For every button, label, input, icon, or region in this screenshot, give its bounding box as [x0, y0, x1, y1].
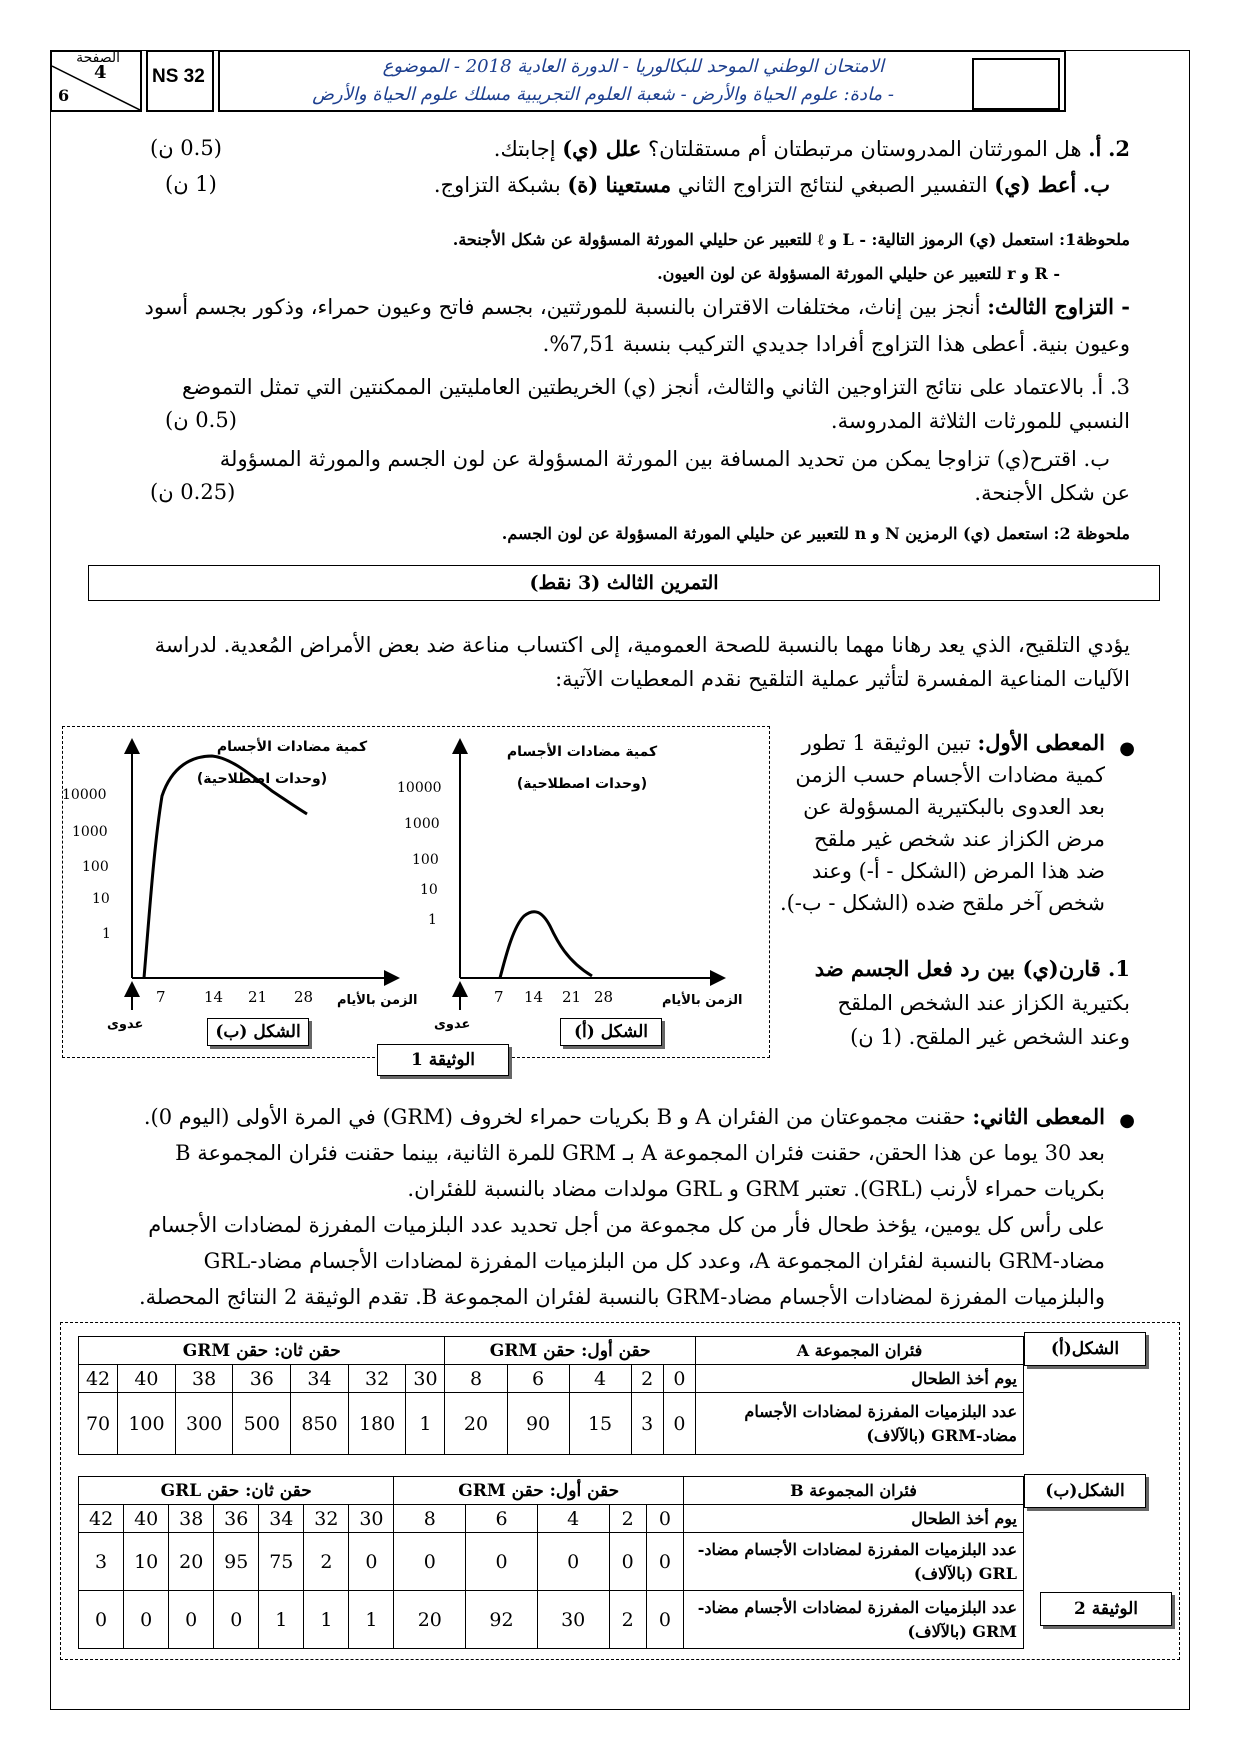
table-a-value: 20	[445, 1393, 507, 1455]
q2-number: 2.	[1108, 136, 1130, 161]
table-b-row2-value: 30	[537, 1591, 609, 1649]
table-b-row2-label: عدد البلزميات المفرزة لمضادات الأجسام مضاد-GRM (بالآلاف)	[684, 1591, 1024, 1649]
table-b-row2-value: 1	[259, 1591, 304, 1649]
cross3-text1: أنجز بين إناث، مختلفات الاقتران بالنسبة للمورثتين، بجسم فاتح وعيون حمراء، وذكور بجسم أسود	[144, 295, 981, 319]
table-b-row2-value: 92	[466, 1591, 538, 1649]
doc2-label: الوثيقة 2	[1040, 1592, 1172, 1626]
chart-a-xlabel: الزمن بالأيام	[662, 993, 743, 1008]
chart-b-ylabel1: كمية مضادات الأجسام	[216, 739, 368, 755]
table-b-row2-value: 0	[79, 1591, 124, 1649]
datum1-line1: كمية مضادات الأجسام حسب الزمن	[795, 763, 1105, 787]
chart-b-ylabel2: (وحدات اصطلاحية)	[196, 771, 328, 787]
table-b-group: فئران المجموعة B	[684, 1477, 1024, 1505]
exam-code: NS 32	[152, 66, 205, 87]
datum1-line2: بعد العدوى بالبكتيرية المسؤولة عن	[803, 795, 1105, 819]
bullet-1: ●	[1119, 738, 1135, 759]
title-box	[218, 50, 1066, 112]
table-a-inj1: حقن أول: حقن GRM	[445, 1337, 696, 1365]
chart-a-curve	[500, 912, 592, 978]
datum2-line5: والبلزميات المفرزة لمضادات الأجسام مضاد-GRM بالنسبة لفئران المجموعة B. تقدم الوثيقة 2 النتائج المحصلة.	[138, 1285, 1105, 1309]
q1-line2: وعند الشخص غير الملقح. (1 ن)	[850, 1025, 1130, 1049]
table-a-day: 2	[631, 1365, 663, 1393]
chart-b-ytick-1: 1	[102, 926, 111, 942]
datum2-line1: بعد 30 يوما عن هذا الحقن، حقنت فئران المجموعة A بـ GRM للمرة الثانية، بينما حقنت فئران المجموعة B	[175, 1141, 1105, 1165]
table-b-row2-value: 1	[304, 1591, 349, 1649]
header-title-line1: الامتحان الوطني الموحد للبكالوريا - الدورة العادية 2018 - الموضوع	[382, 56, 884, 77]
datum1-line5: شخص آخر ملقح ضده (الشكل - ب-).	[779, 891, 1105, 915]
q2a-text: هل المورثتان المدروستان مرتبطتان أم مستقلتان؟	[647, 137, 1082, 161]
q2b-points: (1 ن)	[165, 172, 217, 196]
chart-b-xtick-14: 14	[204, 988, 224, 1006]
q2b-bold1: أعط (ي)	[994, 172, 1077, 197]
table-b-day: 32	[304, 1505, 349, 1533]
table-a-day: 42	[79, 1365, 118, 1393]
chart-a-ylabel2: (وحدات اصطلاحية)	[516, 776, 648, 792]
table-a-value: 70	[79, 1393, 118, 1455]
q1-line1: بكتيرية الكزاز عند الشخص الملقح	[837, 991, 1130, 1015]
table-a-day: 4	[569, 1365, 631, 1393]
chart-b-xtick-28: 28	[294, 988, 314, 1006]
empty-box	[972, 58, 1060, 110]
doc1-charts	[62, 726, 768, 1066]
exercise3-title: التمرين الثالث (3 نقط)	[529, 572, 719, 594]
table-b-day: 36	[214, 1505, 259, 1533]
table-b-row1-value: 0	[466, 1533, 538, 1591]
table-a-value: 100	[118, 1393, 176, 1455]
chart-b-xtick-21: 21	[248, 988, 268, 1006]
table-b-row1-value: 0	[394, 1533, 466, 1591]
table-b-row1-value: 95	[214, 1533, 259, 1591]
table-a-value: 90	[507, 1393, 569, 1455]
chart-b-xlabel: الزمن بالأيام	[337, 993, 418, 1008]
cross3-line1	[145, 290, 1130, 324]
chart-a-xtick-7: 7	[494, 988, 504, 1006]
table-b-day: 6	[466, 1505, 538, 1533]
bullet-2: ●	[1119, 1110, 1135, 1131]
datum2-line3: على رأس كل يومين، يؤخذ طحال فأر من كل مجموعة من أجل تحديد عدد البلزميات المفرزة لمضادات الأجسام	[148, 1213, 1105, 1237]
table-a-row-label: عدد البلزميات المفرزة لمضادات الأجسام مضاد-GRM (بالآلاف)	[696, 1393, 1024, 1455]
table-b-row1-value: 3	[79, 1533, 124, 1591]
chart-a-ytick-10: 10	[420, 882, 438, 898]
table-b-day: 38	[169, 1505, 214, 1533]
table-a-inj2: حقن ثان: حقن GRM	[79, 1337, 445, 1365]
table-b-row2-value: 1	[349, 1591, 394, 1649]
datum2-line2: بكريات حمراء لأرنب (GRL). تعتبر GRM و GRL مولدات مضاد بالنسبة للفئران.	[407, 1177, 1105, 1201]
q2b-text2: بشبكة التزاوج.	[433, 173, 561, 197]
q2a-sub: أ.	[1088, 136, 1102, 161]
q3b-points: (0.25 ن)	[150, 480, 236, 504]
chart-a	[397, 743, 742, 1032]
chart-b-xtick-7: 7	[156, 988, 166, 1006]
q3a-line2: النسبي للمورثات الثلاثة المدروسة.	[830, 409, 1130, 433]
table-a-value: 0	[663, 1393, 695, 1455]
table-b-day: 0	[646, 1505, 683, 1533]
q2b-bold2: مستعينا (ة)	[567, 172, 672, 197]
q3a-points: (0.5 ن)	[165, 408, 237, 432]
datum2-line4: مضاد-GRM بالنسبة لفئران المجموعة A، وعدد كل من البلزميات المفرزة لمضادات الأجسام مضاد-GRL	[203, 1249, 1105, 1273]
datum1-q1	[770, 952, 1130, 1054]
table-b-day: 2	[609, 1505, 646, 1533]
chart-a-xtick-28: 28	[594, 988, 614, 1006]
datum1-line0: تبين الوثيقة 1 تطور	[801, 731, 971, 755]
table-b-row2-value: 2	[609, 1591, 646, 1649]
q2b-sub: ب.	[1082, 172, 1110, 197]
chart-b-ytick-10000: 10000	[62, 787, 107, 803]
cross3-line2: وعيون بنية. أعطى هذا التزاوج أفرادا جديدي التركيب بنسبة 7,51%.	[542, 332, 1130, 356]
table-b-day: 30	[349, 1505, 394, 1533]
q2b	[434, 168, 1110, 202]
datum1-line4: ضد هذا المرض (الشكل - أ-) وعند	[811, 859, 1105, 883]
table-b-day: 34	[259, 1505, 304, 1533]
datum1-title: المعطى الأول:	[977, 730, 1105, 755]
q1-line0: 1. قارن(ي) بين رد فعل الجسم ضد	[814, 956, 1130, 981]
table-b-row2-value: 20	[394, 1591, 466, 1649]
table-b-row2-value: 0	[124, 1591, 169, 1649]
table-a-value: 500	[233, 1393, 291, 1455]
table-b-row1-value: 0	[646, 1533, 683, 1591]
doc2-fig-b-label: الشكل(ب)	[1024, 1474, 1146, 1508]
table-b-day: 40	[124, 1505, 169, 1533]
q2a-end: إجابتك.	[493, 137, 556, 161]
fig-a-label: الشكل (أ)	[560, 1018, 662, 1046]
page-number-box	[50, 50, 142, 112]
doc2-fig-a-label: الشكل(أ)	[1024, 1332, 1146, 1366]
cross3-title: - التزاوج الثالث:	[987, 294, 1130, 319]
table-a-value: 850	[291, 1393, 349, 1455]
table-b-row2-value: 0	[646, 1591, 683, 1649]
chart-b-curve	[144, 756, 307, 978]
table-a-day: 36	[233, 1365, 291, 1393]
page-number: 4	[94, 62, 107, 83]
table-a-day: 0	[663, 1365, 695, 1393]
table-a-day: 34	[291, 1365, 349, 1393]
table-a-value: 300	[175, 1393, 233, 1455]
table-a-day-label: يوم أخذ الطحال	[696, 1365, 1024, 1393]
table-a-value: 180	[348, 1393, 406, 1455]
table-b-row1-value: 0	[609, 1533, 646, 1591]
table-a-value: 15	[569, 1393, 631, 1455]
table-b-inj1: حقن أول: حقن GRM	[394, 1477, 684, 1505]
table-a-day: 32	[348, 1365, 406, 1393]
doc1-label: الوثيقة 1	[377, 1044, 509, 1076]
datum2-title: المعطى الثاني:	[972, 1104, 1105, 1129]
exercise3-title-box	[88, 565, 1160, 601]
table-b-day: 8	[394, 1505, 466, 1533]
intro-line2: الآليات المناعية المفسرة لتأثير عملية التلقيح نقدم المعطيات الآتية:	[555, 667, 1130, 691]
note1-line2: - R و r للتعبير عن حليلي المورثة المسؤولة عن لون العيون.	[657, 264, 1060, 283]
table-b-day: 4	[537, 1505, 609, 1533]
table-b-row2-value: 0	[214, 1591, 259, 1649]
q3b-line1: ب. اقترح(ي) تزاوجا يمكن من تحديد المسافة بين المورثة المسؤولة عن لون الجسم والمورثة المسؤولة	[219, 447, 1110, 471]
table-b-row1-label: عدد البلزميات المفرزة لمضادات الأجسام مضاد-GRL (بالآلاف)	[684, 1533, 1024, 1591]
chart-b	[62, 738, 417, 1032]
table-b-day: 42	[79, 1505, 124, 1533]
q2b-text1: التفسير الصبغي لنتائج التزاوج الثاني	[677, 173, 988, 197]
table-b	[78, 1476, 1024, 1649]
q2a-points: (0.5 ن)	[150, 136, 222, 160]
table-a-day: 6	[507, 1365, 569, 1393]
header-title-line2: - مادة: علوم الحياة والأرض - شعبة العلوم التجريبية مسلك علوم الحياة والأرض	[312, 84, 894, 105]
table-a-value: 3	[631, 1393, 663, 1455]
chart-a-ytick-10000: 10000	[397, 780, 442, 796]
table-b-row1-value: 20	[169, 1533, 214, 1591]
table-b-inj2: حقن ثان: حقن GRL	[79, 1477, 394, 1505]
chart-b-ytick-10: 10	[92, 891, 110, 907]
exam-code-box	[146, 50, 214, 112]
table-a-day: 8	[445, 1365, 507, 1393]
table-a-day: 40	[118, 1365, 176, 1393]
chart-a-ytick-1000: 1000	[404, 816, 440, 832]
table-b-row1-value: 0	[537, 1533, 609, 1591]
chart-a-xtick-14: 14	[524, 988, 544, 1006]
q2a	[494, 132, 1130, 166]
table-a-day: 30	[406, 1365, 445, 1393]
datum1-text	[765, 727, 1105, 919]
table-a-value: 1	[406, 1393, 445, 1455]
table-b-day-label: يوم أخذ الطحال	[684, 1505, 1024, 1533]
chart-a-ytick-1: 1	[428, 912, 437, 928]
q3a-line1: 3. أ. بالاعتماد على نتائج التزاوجين الثاني والثالث، أنجز (ي) الخريطتين العامليتين الممكنتين التي تمثل التموضع	[182, 375, 1130, 399]
note1-line1: ملحوظة1: استعمل (ي) الرموز التالية: - L و ℓ للتعبير عن حليلي المورثة المسؤولة عن شكل الأجنحة.	[452, 230, 1130, 249]
chart-a-infection-label: عدوى	[434, 1017, 471, 1032]
table-b-row1-value: 0	[349, 1533, 394, 1591]
table-b-row1-value: 2	[304, 1533, 349, 1591]
intro-line1: يؤدي التلقيح، الذي يعد رهانا مهما بالنسبة للصحة العمومية، إلى اكتساب مناعة ضد بعض الأمراض المُعدية. لدراسة	[154, 633, 1130, 657]
chart-b-ytick-100: 100	[82, 859, 109, 875]
chart-b-ytick-1000: 1000	[72, 824, 108, 840]
table-b-row1-value: 10	[124, 1533, 169, 1591]
table-a-group: فئران المجموعة A	[696, 1337, 1024, 1365]
chart-a-ytick-100: 100	[412, 852, 439, 868]
chart-b-infection-label: عدوى	[107, 1017, 144, 1032]
chart-a-xtick-21: 21	[562, 988, 582, 1006]
note2: ملحوظة 2: استعمل (ي) الرمزين N و n للتعبير عن حليلي المورثة المسؤولة عن لون الجسم.	[501, 524, 1130, 543]
q2a-bold: علل (ي)	[562, 136, 642, 161]
datum2-text0: حقنت مجموعتان من الفئران A و B بكريات حمراء لخروف (GRM) في المرة الأولى (اليوم 0).	[143, 1105, 966, 1129]
table-a-day: 38	[175, 1365, 233, 1393]
table-a	[78, 1336, 1024, 1455]
page-total: 6	[58, 86, 70, 105]
chart-a-ylabel1: كمية مضادات الأجسام	[506, 744, 658, 760]
table-b-row2-value: 0	[169, 1591, 214, 1649]
datum1-line3: مرض الكزاز عند شخص غير ملقح	[813, 827, 1105, 851]
page-label: الصفحة	[76, 50, 120, 66]
datum2-line0	[144, 1100, 1105, 1134]
q3b-line2: عن شكل الأجنحة.	[974, 481, 1130, 505]
fig-b-label: الشكل (ب)	[207, 1018, 309, 1046]
table-b-row1-value: 75	[259, 1533, 304, 1591]
